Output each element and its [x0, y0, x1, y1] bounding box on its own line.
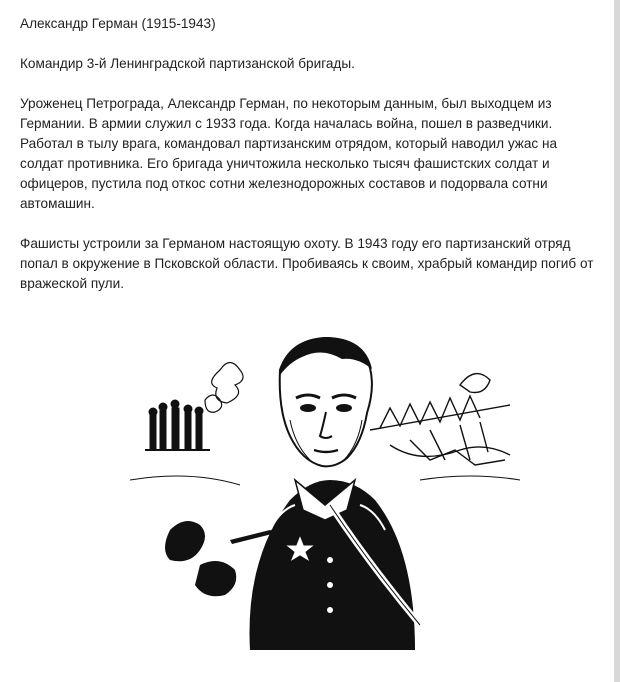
- bridge-wreckage: [370, 374, 510, 465]
- post-subtitle: Командир 3-й Ленинградской партизанской бригады.: [20, 56, 355, 71]
- portrait-head: [280, 337, 372, 466]
- trees-left: [205, 363, 243, 413]
- portrait-uniform: [250, 480, 421, 650]
- post-paragraph-2: Фашисты устроили за Германом настоящую охоту. В 1943 году его партизанский отряд попал в окружение в Псковской области. Пробиваясь к своим, храбрый командир погиб от вражеской пули.: [20, 236, 594, 291]
- post-paragraph-1: Уроженец Петрограда, Александр Герман, по некоторым данным, был выходцем из Германии. В армии служил с 1933 года. Когда началась война, пошел в разведчики. Работал в тылу врага, командовал партизанским отрядом, который наводил ужас на солдат противника. Его бригада уничтожила несколько тысяч фашистских солдат и офицеров, пустила под откос сотни железнодорожных составов и подорвала сотни автомашин.: [20, 96, 558, 211]
- portrait-illustration: [130, 330, 530, 650]
- post-title: Александр Герман (1915-1943): [20, 16, 216, 31]
- scrollbar-edge: [614, 0, 620, 682]
- post-content: [20, 14, 600, 294]
- soldiers-group: [145, 400, 210, 450]
